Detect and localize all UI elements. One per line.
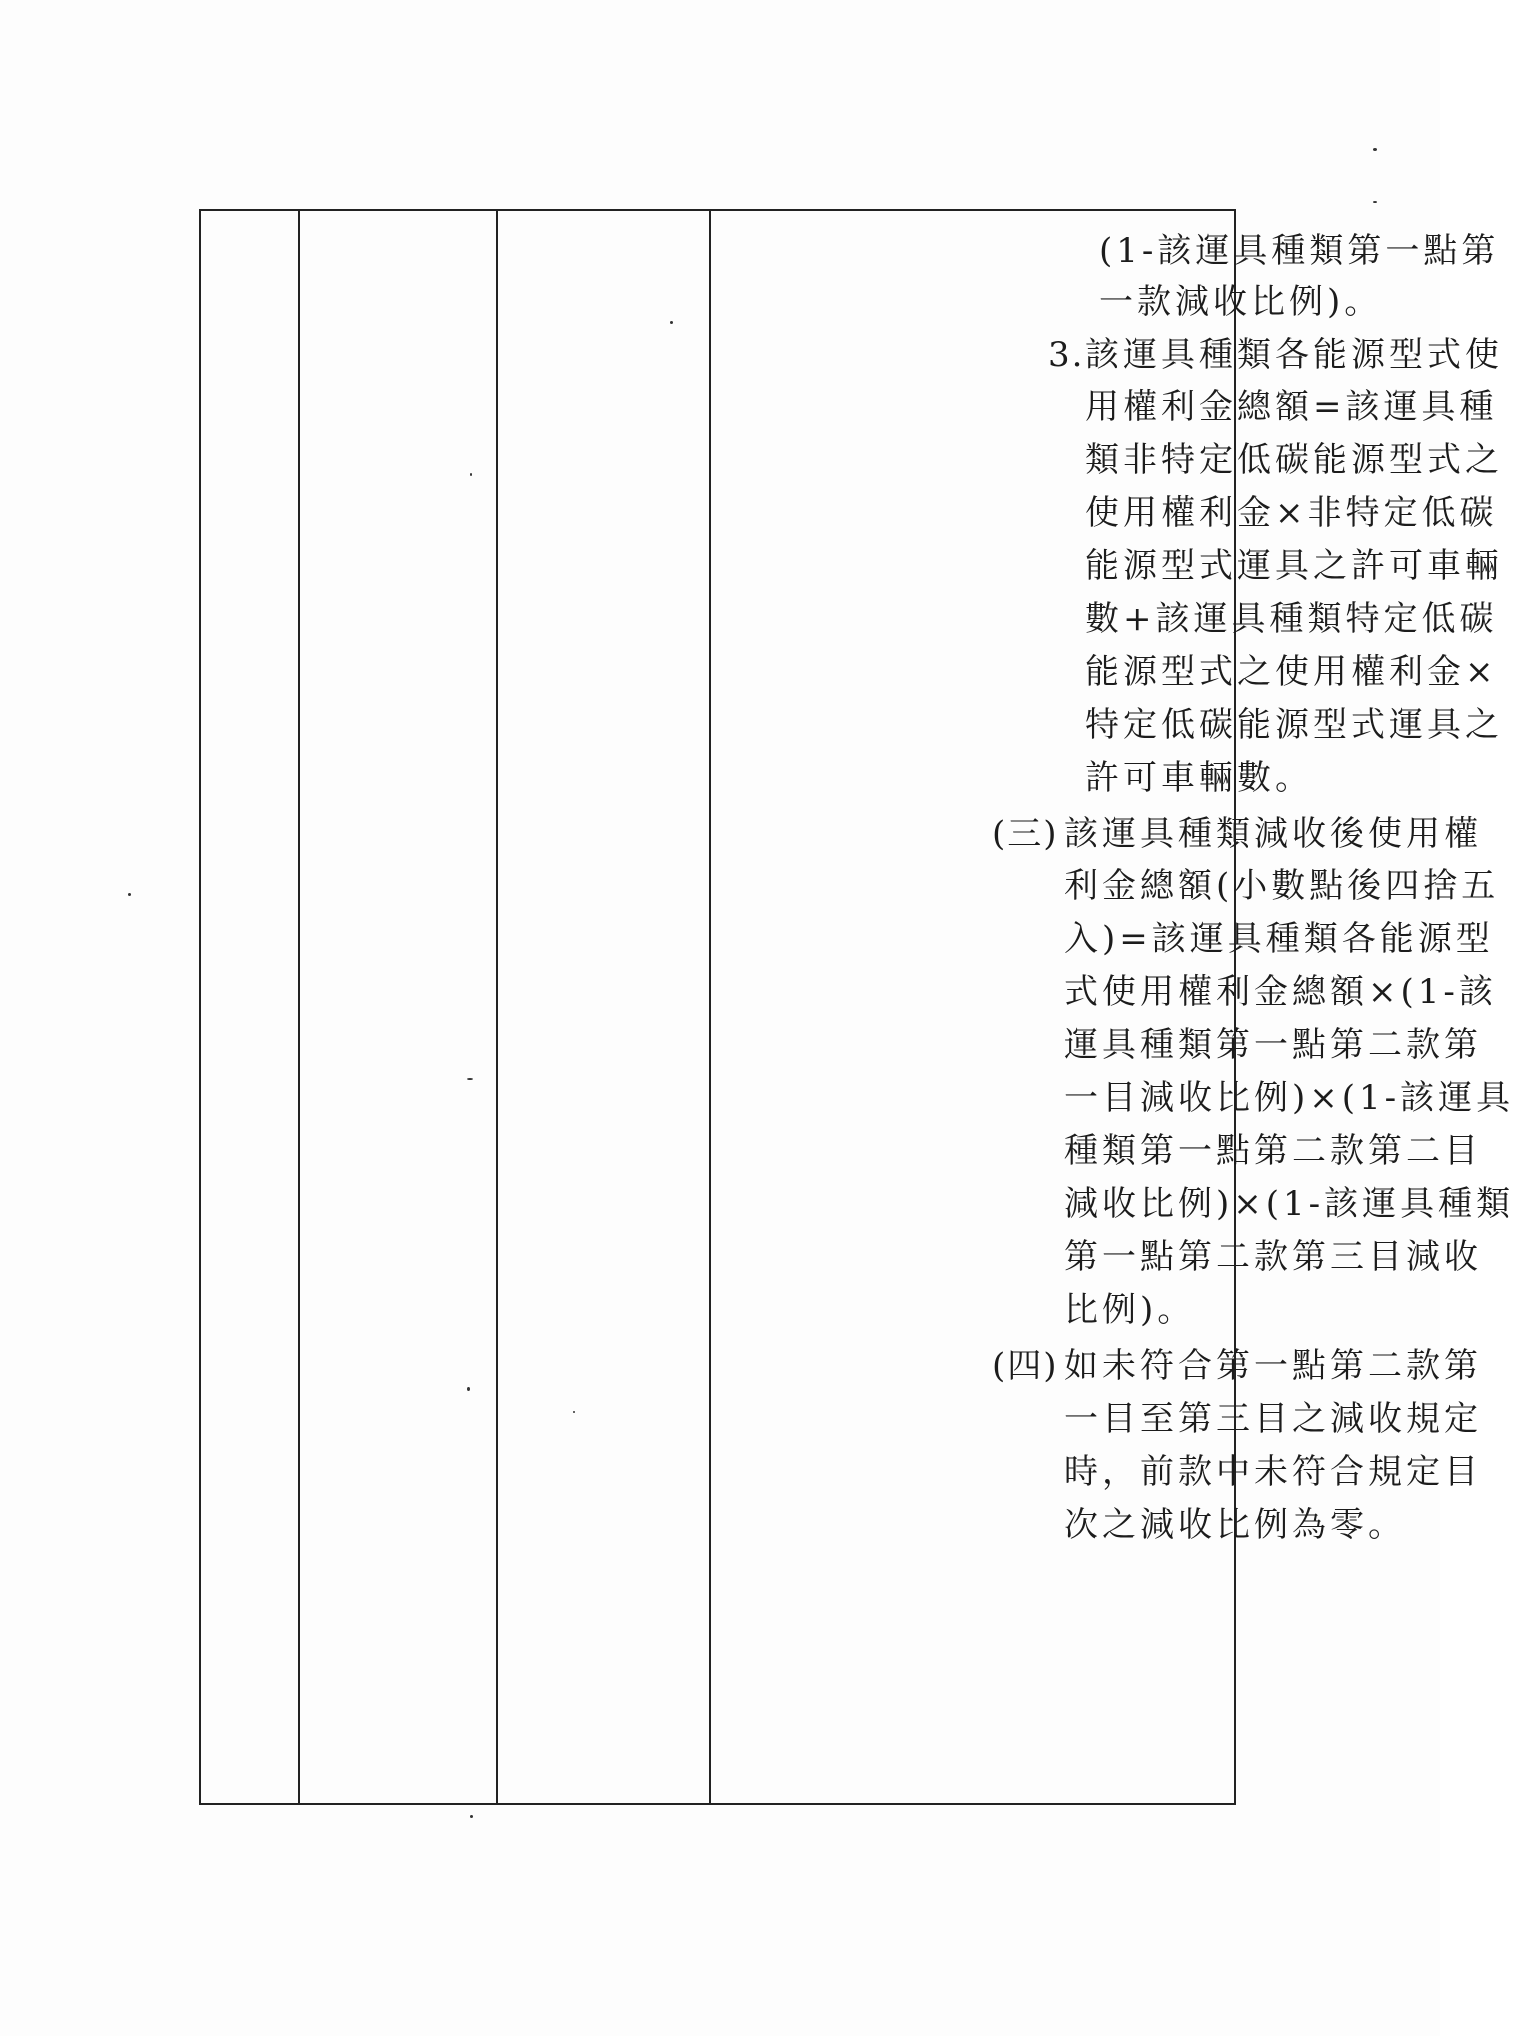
text-line: 類非特定低碳能源型式之 [1085,440,1503,480]
scan-speck [670,321,673,324]
text-line: 比例)。 [1064,1290,1196,1330]
text-line: 次之減收比例為零。 [1064,1505,1406,1545]
text-line: 使用權利金×非特定低碳 [1085,493,1498,533]
text-line: 一目至第三目之減收規定 [1064,1399,1482,1439]
text-line: 利金總額(小數點後四捨五 [1064,866,1500,906]
text-line: 能源型式運具之許可車輛 [1085,546,1503,586]
text-line: 許可車輛數。 [1085,758,1313,798]
item-number: (三) [992,814,1059,854]
text-line: 該運具種類減收後使用權 [1064,814,1482,854]
text-line: 入)=該運具種類各能源型 [1064,919,1494,959]
text-line: 特定低碳能源型式運具之 [1085,705,1503,745]
text-line: 第一點第二款第三目減收 [1064,1237,1482,1277]
text-line: 一款減收比例)。 [1099,282,1383,322]
text-line: 運具種類第一點第二款第 [1064,1025,1482,1065]
text-line: 一目減收比例)×(1-該運具 [1064,1078,1514,1118]
item-number: 3. [1048,335,1085,375]
scan-speck [467,1387,470,1391]
scan-speck [470,473,472,476]
scan-speck [470,1815,473,1818]
item-number: (四) [992,1346,1059,1386]
table-column-divider [709,211,711,1803]
table-column-divider [496,211,498,1803]
scan-speck [1373,201,1377,203]
table-column-divider [298,211,300,1803]
scan-speck [573,1411,575,1413]
scan-speck [467,1078,473,1080]
text-line: 時，前款中未符合規定目 [1064,1452,1482,1492]
text-line: 減收比例)×(1-該運具種類 [1064,1184,1514,1224]
text-line: 該運具種類各能源型式使 [1085,335,1503,375]
text-line: 能源型式之使用權利金× [1085,652,1498,692]
document-table [199,209,1514,1805]
text-line: 種類第一點第二款第二目 [1064,1131,1482,1171]
scan-speck [128,893,131,896]
text-line: (1-該運具種類第一點第 [1099,231,1500,271]
text-line: 數+該運具種類特定低碳 [1085,599,1498,639]
scan-speck [1373,148,1377,151]
text-line: 如未符合第一點第二款第 [1064,1346,1482,1386]
text-line: 用權利金總額=該運具種 [1085,387,1498,427]
text-line: 式使用權利金總額×(1-該 [1064,972,1497,1012]
table-cell-explanation [712,211,1514,1803]
